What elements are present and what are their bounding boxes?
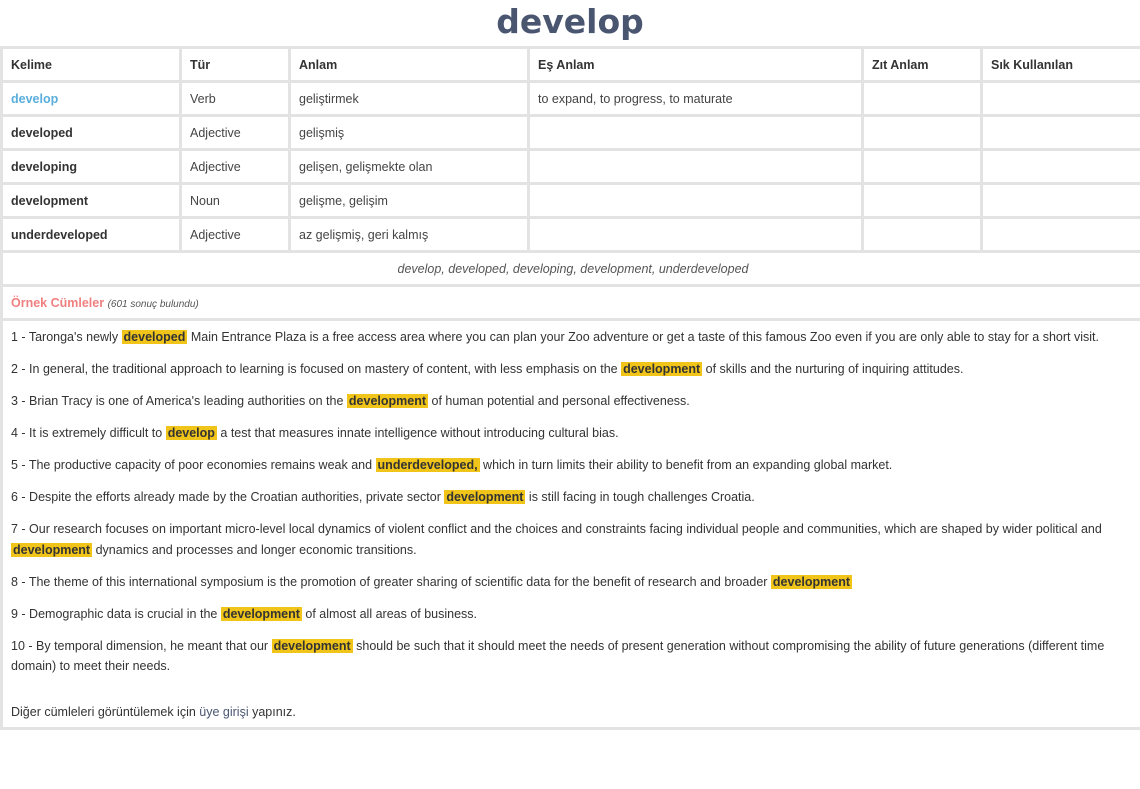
antonym-cell <box>864 185 980 216</box>
sentence-highlight: developed <box>123 330 186 344</box>
frequent-cell <box>983 151 1140 182</box>
synonym-cell <box>530 117 861 148</box>
column-header-meaning: Anlam <box>291 49 527 80</box>
type-cell: Adjective <box>182 151 288 182</box>
meaning-cell: gelişme, gelişim <box>291 185 527 216</box>
table-row <box>3 83 1140 114</box>
sentence-highlight: develop <box>167 426 215 440</box>
word-table <box>0 46 1140 730</box>
examples-header <box>3 287 1140 318</box>
antonym-cell <box>864 219 980 250</box>
page-title: develop <box>496 2 644 41</box>
sentence-text: of skills and the nurturing of inquiring attitudes. <box>702 362 964 376</box>
sentence-text: 10 - By temporal dimension, he meant that our <box>11 638 272 653</box>
sentence-highlight: development <box>348 394 427 408</box>
sentence-highlight: development <box>446 490 524 504</box>
word-forms: develop, developed, developing, development, underdeveloped <box>3 253 1140 284</box>
sentence-text: 7 - Our research focuses on important micro-level local dynamics of violent conflict and the choices and constraints facing individual people and communities, which are shaped by wider political and <box>11 522 1102 536</box>
examples-body <box>3 321 1140 727</box>
sentence-text: 3 - Brian Tracy is one of America's leading authorities on the <box>11 394 347 408</box>
example-sentence <box>11 636 1135 677</box>
word-link-development[interactable]: development <box>3 185 179 216</box>
examples-body-row <box>3 321 1140 727</box>
sentence-text: dynamics and processes and longer economic transitions. <box>92 542 417 557</box>
synonym-cell <box>530 151 861 182</box>
sentence-text: 4 - It is extremely difficult to <box>11 426 166 440</box>
sentence-highlight: development <box>13 542 91 557</box>
sentence-text: of human potential and personal effectiveness. <box>428 394 690 408</box>
sentence-text: a test that measures innate intelligence without introducing cultural bias. <box>216 426 619 440</box>
sentence-highlight: development <box>772 574 851 589</box>
example-sentence <box>11 487 1135 508</box>
sentence-text: 5 - The productive capacity of poor economies remains weak and <box>11 458 376 472</box>
login-note-suffix: yapınız. <box>248 704 296 719</box>
frequent-cell <box>983 185 1140 216</box>
table-row <box>3 117 1140 148</box>
word-link-developed[interactable]: developed <box>3 117 179 148</box>
column-header-type: Tür <box>182 49 288 80</box>
frequent-cell <box>983 83 1140 114</box>
login-link[interactable]: üye girişi <box>199 704 249 719</box>
meaning-cell: geliştirmek <box>291 83 527 114</box>
synonym-cell: to expand, to progress, to maturate <box>530 83 861 114</box>
example-sentence <box>11 604 1135 625</box>
login-note <box>11 703 1135 721</box>
word-link-underdeveloped[interactable]: underdeveloped <box>3 219 179 250</box>
examples-header-row <box>3 287 1140 318</box>
column-header-word: Kelime <box>3 49 179 80</box>
sentence-highlight: development <box>623 362 701 376</box>
antonym-cell <box>864 151 980 182</box>
sentence-text: 8 - The theme of this international symposium is the promotion of greater sharing of scientific data for the benefit of research and broader <box>11 574 771 589</box>
type-cell: Noun <box>182 185 288 216</box>
example-sentence <box>11 359 1135 380</box>
word-link-developing[interactable]: developing <box>3 151 179 182</box>
meaning-cell: gelişen, gelişmekte olan <box>291 151 527 182</box>
login-note-prefix: Diğer cümleleri görüntülemek için <box>11 704 200 719</box>
type-cell: Adjective <box>182 219 288 250</box>
sentence-text: of almost all areas of business. <box>301 606 478 621</box>
sentence-highlight: development <box>273 638 351 653</box>
example-sentence <box>11 327 1135 348</box>
example-sentence <box>11 519 1135 560</box>
antonym-cell <box>864 117 980 148</box>
column-header-frequent: Sık Kullanılan <box>983 49 1140 80</box>
column-header-antonym: Zıt Anlam <box>864 49 980 80</box>
column-header-synonym: Eş Anlam <box>530 49 861 80</box>
word-link-develop[interactable]: develop <box>3 83 179 114</box>
example-sentence <box>11 391 1135 412</box>
sentence-text: which in turn limits their ability to benefit from an expanding global market. <box>479 458 893 472</box>
meaning-cell: az gelişmiş, geri kalmış <box>291 219 527 250</box>
frequent-cell <box>983 219 1140 250</box>
type-cell: Verb <box>182 83 288 114</box>
example-sentence <box>11 455 1135 476</box>
sentence-text: is still facing in tough challenges Croatia. <box>525 490 755 504</box>
sentence-text: 6 - Despite the efforts already made by the Croatian authorities, private sector <box>11 490 445 504</box>
sentence-text: 2 - In general, the traditional approach to learning is focused on mastery of content, with less emphasis on the <box>11 362 622 376</box>
meaning-cell: gelişmiş <box>291 117 527 148</box>
sentence-text: Main Entrance Plaza is a free access area where you can plan your Zoo adventure or get a taste of this famous Zoo even if you are only able to stay for a short visit. <box>187 330 1099 344</box>
sentence-text: should be such that it should meet the needs of present generation without compromising the ability of future generations (different time domain) to meet their needs. <box>11 638 1105 673</box>
frequent-cell <box>983 117 1140 148</box>
synonym-cell <box>530 185 861 216</box>
synonym-cell <box>530 219 861 250</box>
type-cell: Adjective <box>182 117 288 148</box>
sentence-text: 1 - Taronga's newly <box>11 330 122 344</box>
table-row <box>3 185 1140 216</box>
example-sentence <box>11 572 1135 593</box>
examples-count: (601 sonuç bulundu) <box>107 298 199 310</box>
table-header-row <box>3 49 1140 80</box>
table-row <box>3 151 1140 182</box>
example-sentence <box>11 423 1135 444</box>
antonym-cell <box>864 83 980 114</box>
sentence-text: 9 - Demographic data is crucial in the <box>11 606 221 621</box>
sentence-highlight: underdeveloped, <box>377 458 478 472</box>
examples-title: Örnek Cümleler <box>11 295 105 310</box>
word-forms-row <box>3 253 1140 284</box>
table-row <box>3 219 1140 250</box>
sentence-highlight: development <box>222 606 300 621</box>
